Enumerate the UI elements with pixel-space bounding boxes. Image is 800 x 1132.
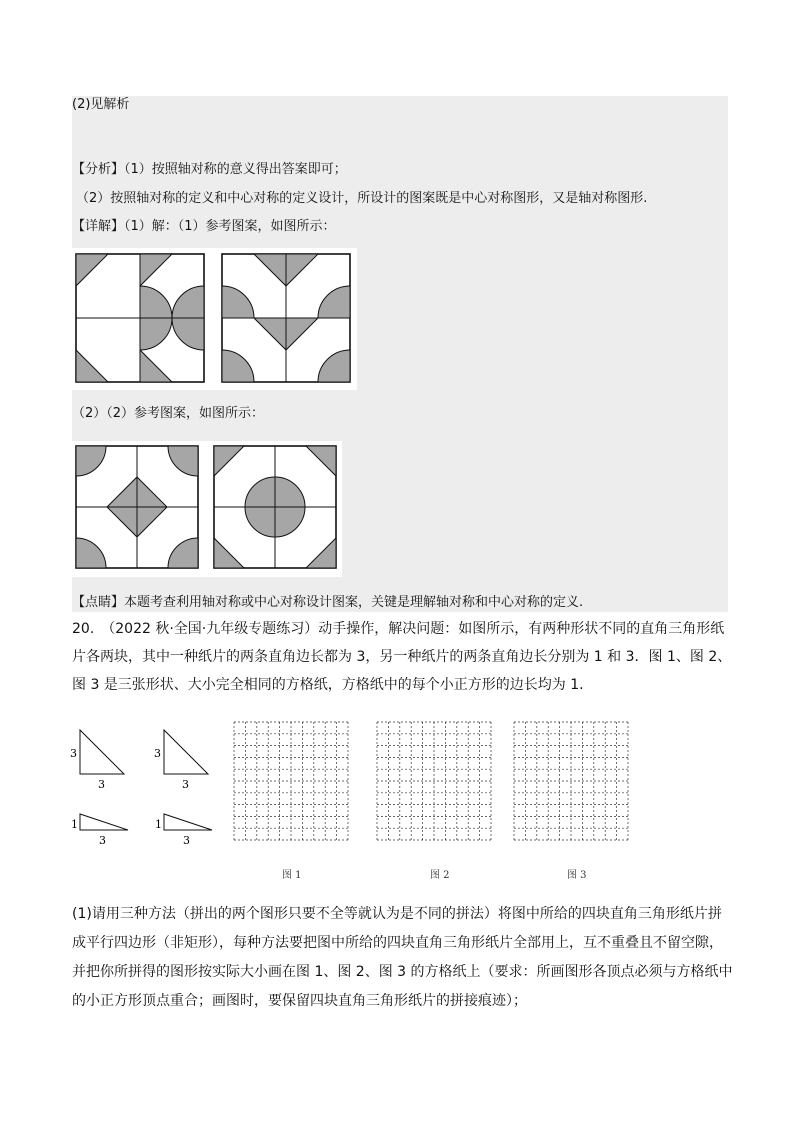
question-line-3: 图 3 是三张形状、大小完全相同的方格纸，方格纸中的每个小正方形的边长均为 1. <box>72 677 584 693</box>
grid-paper-2 <box>376 721 492 841</box>
triangle-3x3-b <box>164 730 208 774</box>
grid-paper-1 <box>233 721 349 841</box>
label-leg-a2: 3 <box>98 778 105 791</box>
part1-line-4: 的小正方形顶点重合；画图时，要保留四块直角三角形纸片的拼接痕迹）； <box>72 993 527 1009</box>
pattern-figure-1 <box>72 248 357 390</box>
part1-line-3: 并把你所拼得的图形按实际大小画在图 1、图 2、图 3 的方格纸上（要求：所画图形各顶点必须与方格纸中 <box>72 964 733 980</box>
comment-tag: 【点睛】 <box>72 595 125 610</box>
question-line-1: 20. （2022 秋·全国·九年级专题练习）动手操作，解决问题：如图所示，有两种形状不同的直角三角形纸 <box>72 621 725 637</box>
pattern-2a <box>76 446 198 568</box>
grid-paper-3 <box>513 721 629 841</box>
label-leg-d1: 1 <box>155 818 162 831</box>
pattern-2b <box>214 446 336 568</box>
triangle-3x3-a <box>80 730 124 774</box>
part1-line-1: (1)请用三种方法（拼出的两个图形只要不全等就认为是不同的拼法）将图中所给的四块直角三角形纸片拼 <box>72 906 722 922</box>
label-leg-d2: 3 <box>183 834 190 847</box>
caption-fig-3: 图 3 <box>567 870 587 881</box>
detail-line-2: （2）（2）参考图案，如图所示： <box>72 406 265 421</box>
question-line-2: 片各两块，其中一种纸片的两条直角边长都为 3，另一种纸片的两条直角边长分别为 1 和 3．图 1、图 2、 <box>72 649 732 665</box>
triangle-1x3-a <box>80 814 128 830</box>
label-leg-c1: 1 <box>71 818 78 831</box>
label-leg-a1: 3 <box>70 747 77 760</box>
pattern-1b <box>222 254 350 382</box>
label-leg-b1: 3 <box>154 747 161 760</box>
comment-line: 【点睛】本题考查利用轴对称或中心对称设计图案，关键是理解轴对称和中心对称的定义. <box>72 595 584 610</box>
caption-fig-2: 图 2 <box>430 870 450 881</box>
analysis-line-1: 【分析】（1）按照轴对称的意义得出答案即可； <box>72 162 347 177</box>
detail-line-1: 【详解】（1）解：（1）参考图案，如图所示： <box>72 219 336 234</box>
analysis-line-2: （2）按照轴对称的定义和中心对称的定义设计，所设计的图案既是中心对称图形，又是轴对称图形. <box>76 191 648 206</box>
label-leg-b2: 3 <box>182 778 189 791</box>
detail-tag: 【详解】 <box>72 219 125 234</box>
label-leg-c2: 3 <box>99 834 106 847</box>
part2-answer: (2)见解析 <box>72 97 130 112</box>
caption-fig-1: 图 1 <box>282 870 302 881</box>
triangle-1x3-b <box>164 814 212 830</box>
pattern-figure-2 <box>72 441 342 577</box>
part1-line-2: 成平行四边形（非矩形），每种方法要把图中所给的四块直角三角形纸片全部用上，互不重叠且不留空隙， <box>72 935 723 951</box>
analysis-tag: 【分析】 <box>72 162 125 177</box>
triangle-pieces <box>66 722 226 852</box>
pattern-1a <box>76 254 204 382</box>
